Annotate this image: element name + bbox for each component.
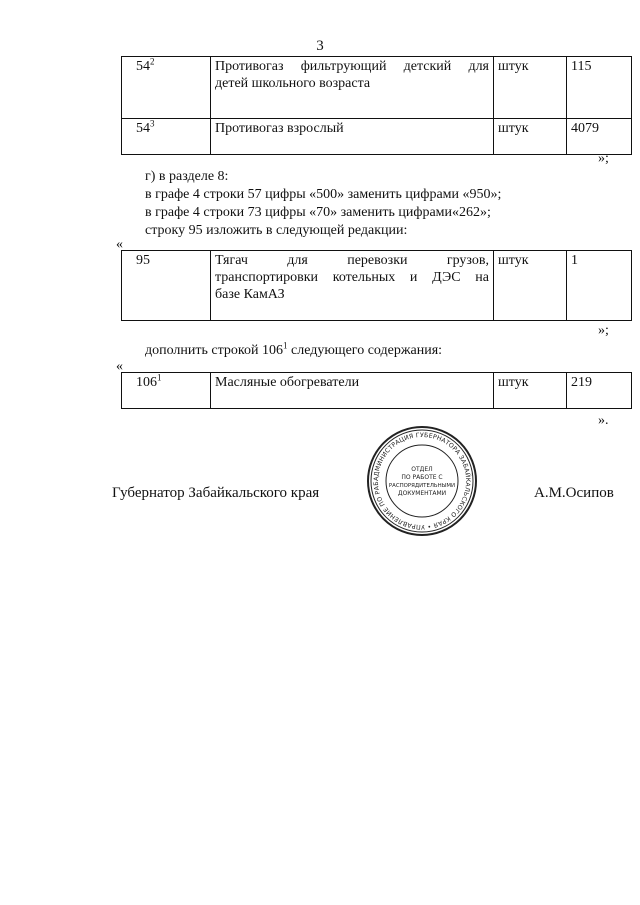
quantity-cell: 219 [567,373,632,409]
unit-cell: штук [494,57,567,119]
item-name-cell: Противогаз взрослый [211,119,494,155]
closing-quote: ». [598,413,609,428]
opening-quote: « [116,359,123,374]
row-number-cell: 95 [122,251,211,321]
table-row [122,119,632,155]
stamp-ring-text: АДМИНИСТРАЦИЯ ГУБЕРНАТОРА ЗАБАЙКАЛЬСКОГО КРАЯ • УПРАВЛЕНИЕ ПО РАБ [372,431,472,531]
signatory-title: Губернатор Забайкальского края [112,485,320,501]
unit-cell: штук [494,119,567,155]
quantity-cell: 115 [567,57,632,119]
amendment-line: в графе 4 строки 73 цифры «70» заменить цифрами«262»; [145,205,491,220]
stamp-center-text: ПО РАБОТЕ С [401,474,443,481]
stamp-center-text: ДОКУМЕНТАМИ [397,490,447,497]
signatory-name: А.М.Осипов [534,485,614,501]
opening-quote: « [116,237,123,252]
items-table-3 [121,372,632,409]
closing-quote: »; [598,323,609,338]
amendment-line: дополнить строкой $106^1$ следующего содержания: [145,340,443,358]
closing-quote: »; [598,151,609,166]
table-row [122,251,632,321]
section-heading: г) в разделе 8: [145,169,229,184]
stamp-center-text: РАСПОРЯДИТЕЛЬНЫМИ [388,483,456,489]
items-table-2 [121,250,632,321]
row-number-cell: $106^1$ [122,373,211,409]
row-number-cell: $54^2$ [122,57,211,119]
quantity-cell: 1 [567,251,632,321]
item-name-cell: Противогаз фильтрующий детский для детей школьного возраста [211,57,494,119]
stamp-center-text: ОТДЕЛ [411,466,433,473]
table-row [122,57,632,119]
table-row [122,373,632,409]
unit-cell: штук [494,373,567,409]
page-number: 3 [316,38,324,54]
quantity-cell: 4079 [567,119,632,155]
official-stamp [366,425,478,537]
row-number-cell: $54^3$ [122,119,211,155]
amendment-line: строку 95 изложить в следующей редакции: [145,223,408,238]
item-name-cell: Тягач для перевозки грузов, транспортировки котельных и ДЭС на базе КамАЗ [211,251,494,321]
item-name-cell: Масляные обогреватели [211,373,494,409]
unit-cell: штук [494,251,567,321]
amendment-line: в графе 4 строки 57 цифры «500» заменить цифрами «950»; [145,187,502,202]
items-table-1 [121,56,632,155]
